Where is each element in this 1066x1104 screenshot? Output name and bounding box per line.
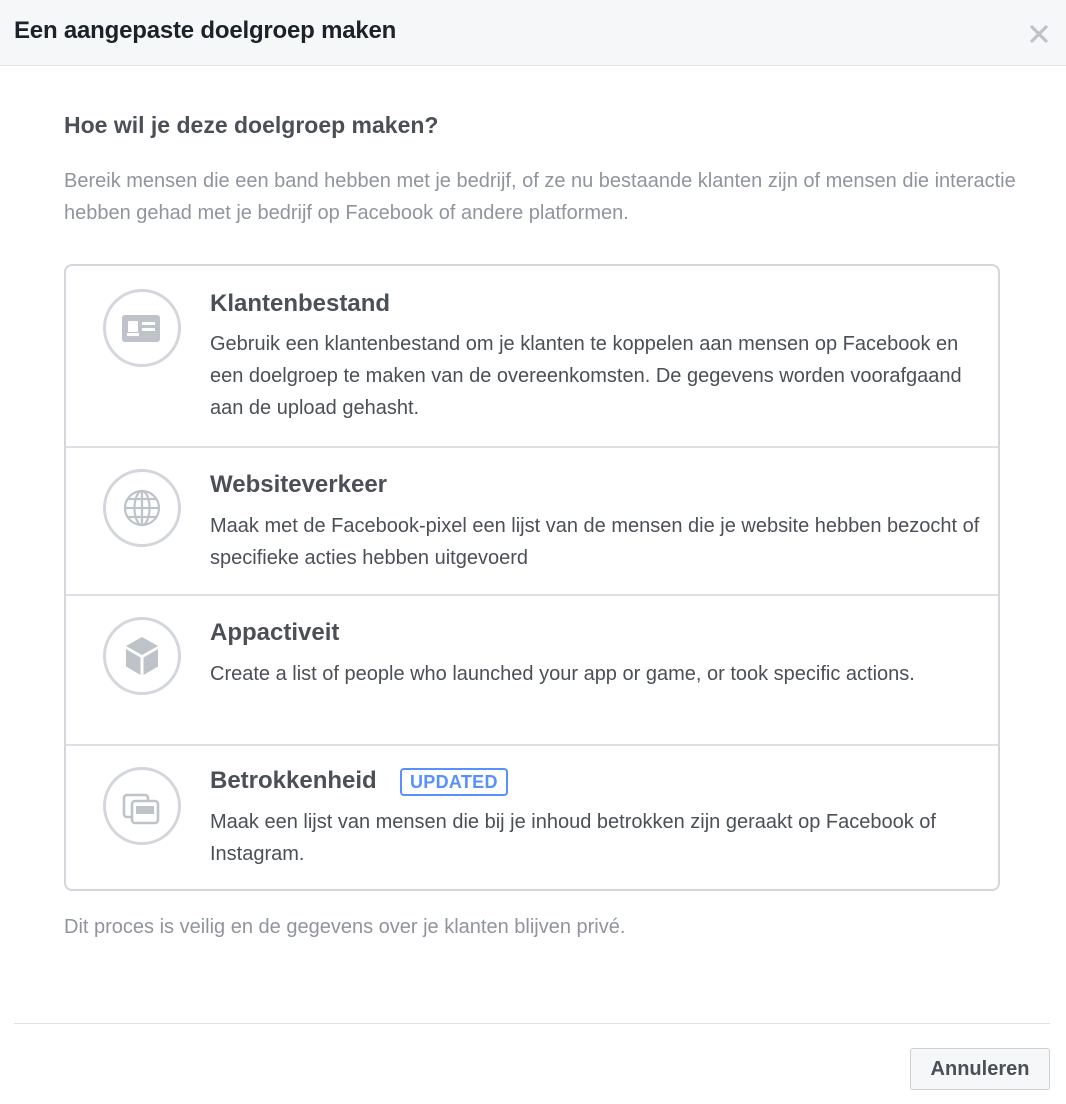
updated-badge: UPDATED <box>400 768 508 796</box>
option-website-traffic[interactable] <box>66 446 998 594</box>
option-title: Websiteverkeer <box>210 471 387 498</box>
cube-icon <box>102 616 182 696</box>
dialog-title: Een aangepaste doelgroep maken <box>14 17 397 44</box>
option-app-activity[interactable] <box>66 594 998 744</box>
option-title: Appactiveit <box>210 619 340 646</box>
cancel-button[interactable]: Annuleren <box>910 1048 1050 1090</box>
option-description: Maak met de Facebook-pixel een lijst van de mensen die je website hebben bezocht of specifieke acties hebben uitgevoerd <box>210 515 980 569</box>
intro-text: Bereik mensen die een band hebben met je bedrijf, of ze nu bestaande klanten zijn of mensen die interactie hebben gehad met je bedrijf op Facebook of andere platformen. <box>64 170 1016 224</box>
stacked-cards-icon <box>102 766 182 846</box>
option-description: Gebruik een klantenbestand om je klanten te koppelen aan mensen op Facebook en een doelgroep te maken van de overeenkomsten. De gegevens worden voorafgaand aan de upload gehasht. <box>210 333 962 419</box>
option-title: Klantenbestand <box>210 290 391 317</box>
close-button[interactable] <box>1024 19 1054 49</box>
option-description: Create a list of people who launched your app or game, or took specific actions. <box>210 663 915 685</box>
option-customer-file[interactable] <box>66 266 998 446</box>
globe-icon <box>102 468 182 548</box>
option-description: Maak een lijst van mensen die bij je inhoud betrokken zijn geraakt op Facebook of Instagram. <box>210 811 936 865</box>
option-engagement[interactable] <box>66 744 998 889</box>
privacy-note: Dit proces is veilig en de gegevens over je klanten blijven privé. <box>64 916 626 938</box>
audience-options-list <box>64 264 1000 891</box>
dialog-header <box>0 0 1066 66</box>
section-heading: Hoe wil je deze doelgroep maken? <box>64 112 439 138</box>
option-title: Betrokkenheid <box>210 767 377 794</box>
contact-card-icon <box>102 288 182 368</box>
close-icon <box>1024 19 1054 49</box>
footer-divider <box>14 1023 1050 1024</box>
